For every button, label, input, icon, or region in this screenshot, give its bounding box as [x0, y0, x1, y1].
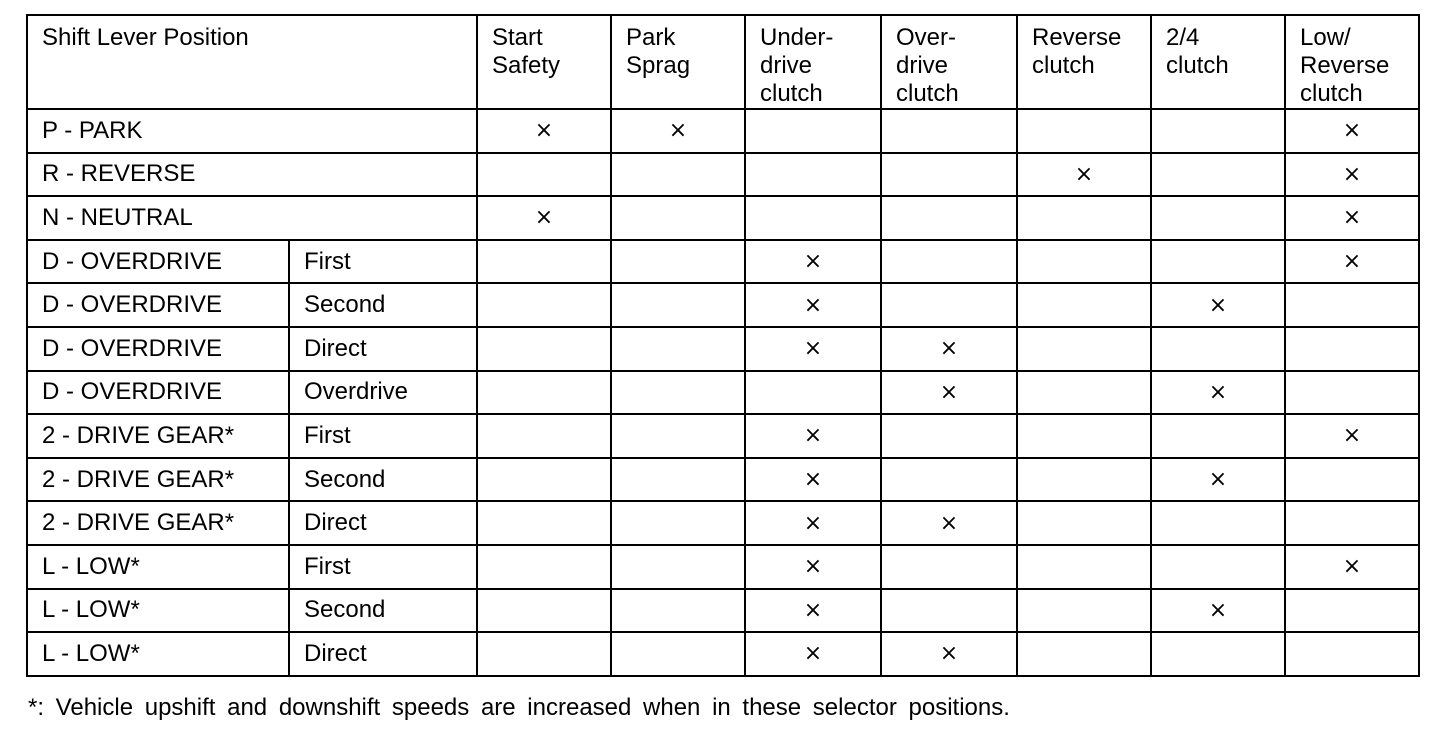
gear-cell: First: [289, 414, 477, 458]
shift-position-cell: 2 - DRIVE GEAR*: [27, 458, 289, 502]
component-cell: [881, 545, 1017, 589]
table-row: [27, 327, 1419, 371]
component-cell: [1017, 196, 1151, 240]
component-cell: [1151, 327, 1285, 371]
table-row: [27, 589, 1419, 633]
gear-cell: Direct: [289, 501, 477, 545]
table-row: [27, 545, 1419, 589]
component-cell: [881, 283, 1017, 327]
shift-position-cell: D - OVERDRIVE: [27, 283, 289, 327]
applied-mark: ×: [1342, 118, 1362, 144]
component-cell: [1285, 589, 1419, 633]
applied-mark: ×: [1342, 554, 1362, 580]
gear-cell: First: [289, 545, 477, 589]
applied-mark: ×: [939, 379, 959, 405]
header-2-4-clutch: 2/4 clutch: [1151, 15, 1285, 109]
component-cell: [477, 501, 611, 545]
applied-mark: ×: [1208, 292, 1228, 318]
component-cell: [1151, 501, 1285, 545]
component-cell: [745, 632, 881, 676]
component-cell: [881, 327, 1017, 371]
component-cell: [611, 501, 745, 545]
component-cell: [881, 589, 1017, 633]
shift-position-cell: D - OVERDRIVE: [27, 327, 289, 371]
component-cell: [1151, 153, 1285, 197]
applied-mark: ×: [939, 641, 959, 667]
applied-mark: ×: [803, 597, 823, 623]
component-cell: [745, 501, 881, 545]
component-cell: [611, 458, 745, 502]
table-row: [27, 414, 1419, 458]
component-cell: [477, 283, 611, 327]
component-cell: [1285, 283, 1419, 327]
component-cell: [1151, 240, 1285, 284]
component-cell: [611, 632, 745, 676]
component-cell: [1151, 414, 1285, 458]
shift-position-cell: N - NEUTRAL: [27, 196, 477, 240]
gear-cell: First: [289, 240, 477, 284]
component-cell: [1285, 240, 1419, 284]
component-cell: [745, 327, 881, 371]
component-cell: [745, 414, 881, 458]
table-row: [27, 371, 1419, 415]
component-cell: [611, 153, 745, 197]
applied-mark: ×: [1074, 161, 1094, 187]
component-cell: [477, 196, 611, 240]
shift-position-cell: L - LOW*: [27, 589, 289, 633]
component-cell: [1017, 327, 1151, 371]
shift-position-cell: L - LOW*: [27, 632, 289, 676]
component-cell: [881, 501, 1017, 545]
component-cell: [1285, 414, 1419, 458]
applied-mark: ×: [803, 336, 823, 362]
component-cell: [477, 458, 611, 502]
component-cell: [611, 283, 745, 327]
component-cell: [611, 414, 745, 458]
component-cell: [1017, 414, 1151, 458]
applied-mark: ×: [668, 118, 688, 144]
table-row: [27, 632, 1419, 676]
component-cell: [1285, 327, 1419, 371]
component-cell: [1285, 501, 1419, 545]
shift-position-cell: 2 - DRIVE GEAR*: [27, 501, 289, 545]
applied-mark: ×: [803, 554, 823, 580]
component-cell: [611, 371, 745, 415]
component-cell: [1017, 632, 1151, 676]
component-cell: [611, 109, 745, 153]
header-start-safety: Start Safety: [477, 15, 611, 109]
applied-mark: ×: [803, 249, 823, 275]
applied-mark: ×: [939, 510, 959, 536]
table-body: [27, 109, 1419, 676]
header-reverse-clutch: Reverse clutch: [1017, 15, 1151, 109]
component-cell: [1151, 371, 1285, 415]
applied-mark: ×: [1342, 205, 1362, 231]
component-cell: [1151, 545, 1285, 589]
component-cell: [477, 545, 611, 589]
component-cell: [881, 632, 1017, 676]
component-cell: [881, 414, 1017, 458]
component-cell: [745, 196, 881, 240]
table-row: [27, 501, 1419, 545]
component-cell: [1151, 632, 1285, 676]
component-cell: [611, 545, 745, 589]
table-row: [27, 458, 1419, 502]
header-row: [27, 15, 1419, 109]
table-row: [27, 283, 1419, 327]
gear-cell: Second: [289, 283, 477, 327]
applied-mark: ×: [1342, 161, 1362, 187]
shift-position-cell: L - LOW*: [27, 545, 289, 589]
clutch-application-table: [26, 14, 1420, 677]
shift-position-cell: R - REVERSE: [27, 153, 477, 197]
component-cell: [745, 153, 881, 197]
header-low-reverse-clutch: Low/ Reverse clutch: [1285, 15, 1419, 109]
component-cell: [881, 153, 1017, 197]
applied-mark: ×: [803, 510, 823, 536]
component-cell: [1017, 153, 1151, 197]
gear-cell: Direct: [289, 327, 477, 371]
shift-position-cell: P - PARK: [27, 109, 477, 153]
component-cell: [1017, 458, 1151, 502]
gear-cell: Second: [289, 589, 477, 633]
component-cell: [1017, 283, 1151, 327]
component-cell: [745, 240, 881, 284]
component-cell: [745, 545, 881, 589]
shift-position-cell: D - OVERDRIVE: [27, 240, 289, 284]
component-cell: [881, 109, 1017, 153]
applied-mark: ×: [939, 336, 959, 362]
component-cell: [881, 196, 1017, 240]
header-overdrive-clutch: Over- drive clutch: [881, 15, 1017, 109]
table-row: [27, 240, 1419, 284]
applied-mark: ×: [803, 467, 823, 493]
component-cell: [477, 240, 611, 284]
table-row: [27, 109, 1419, 153]
component-cell: [477, 371, 611, 415]
table-row: [27, 196, 1419, 240]
component-cell: [1151, 196, 1285, 240]
component-cell: [477, 414, 611, 458]
component-cell: [1285, 196, 1419, 240]
component-cell: [1151, 589, 1285, 633]
applied-mark: ×: [803, 423, 823, 449]
shift-position-cell: 2 - DRIVE GEAR*: [27, 414, 289, 458]
header-underdrive-clutch: Under- drive clutch: [745, 15, 881, 109]
component-cell: [1285, 545, 1419, 589]
header-park-sprag: Park Sprag: [611, 15, 745, 109]
component-cell: [477, 327, 611, 371]
component-cell: [611, 240, 745, 284]
component-cell: [1285, 458, 1419, 502]
applied-mark: ×: [1342, 423, 1362, 449]
footnote: *: Vehicle upshift and downshift speeds are increased when in these selector positions.: [28, 694, 1010, 721]
component-cell: [611, 589, 745, 633]
component-cell: [1151, 283, 1285, 327]
component-cell: [611, 327, 745, 371]
component-cell: [611, 196, 745, 240]
component-cell: [1285, 153, 1419, 197]
component-cell: [745, 589, 881, 633]
component-cell: [477, 589, 611, 633]
component-cell: [745, 458, 881, 502]
applied-mark: ×: [1208, 379, 1228, 405]
component-cell: [1151, 109, 1285, 153]
applied-mark: ×: [1208, 467, 1228, 493]
shift-chart: [26, 14, 1418, 677]
header-shift-lever-position: Shift Lever Position: [27, 15, 477, 109]
component-cell: [1017, 109, 1151, 153]
component-cell: [745, 109, 881, 153]
component-cell: [1017, 371, 1151, 415]
gear-cell: Second: [289, 458, 477, 502]
component-cell: [477, 632, 611, 676]
gear-cell: Direct: [289, 632, 477, 676]
component-cell: [881, 458, 1017, 502]
component-cell: [1017, 589, 1151, 633]
component-cell: [1285, 109, 1419, 153]
component-cell: [1017, 501, 1151, 545]
applied-mark: ×: [803, 641, 823, 667]
applied-mark: ×: [534, 118, 554, 144]
component-cell: [745, 371, 881, 415]
component-cell: [881, 371, 1017, 415]
component-cell: [1017, 545, 1151, 589]
applied-mark: ×: [534, 205, 554, 231]
component-cell: [1285, 632, 1419, 676]
component-cell: [1285, 371, 1419, 415]
component-cell: [477, 109, 611, 153]
component-cell: [881, 240, 1017, 284]
component-cell: [1017, 240, 1151, 284]
shift-position-cell: D - OVERDRIVE: [27, 371, 289, 415]
component-cell: [1151, 458, 1285, 502]
applied-mark: ×: [1208, 597, 1228, 623]
component-cell: [745, 283, 881, 327]
applied-mark: ×: [1342, 249, 1362, 275]
applied-mark: ×: [803, 292, 823, 318]
gear-cell: Overdrive: [289, 371, 477, 415]
component-cell: [477, 153, 611, 197]
table-row: [27, 153, 1419, 197]
